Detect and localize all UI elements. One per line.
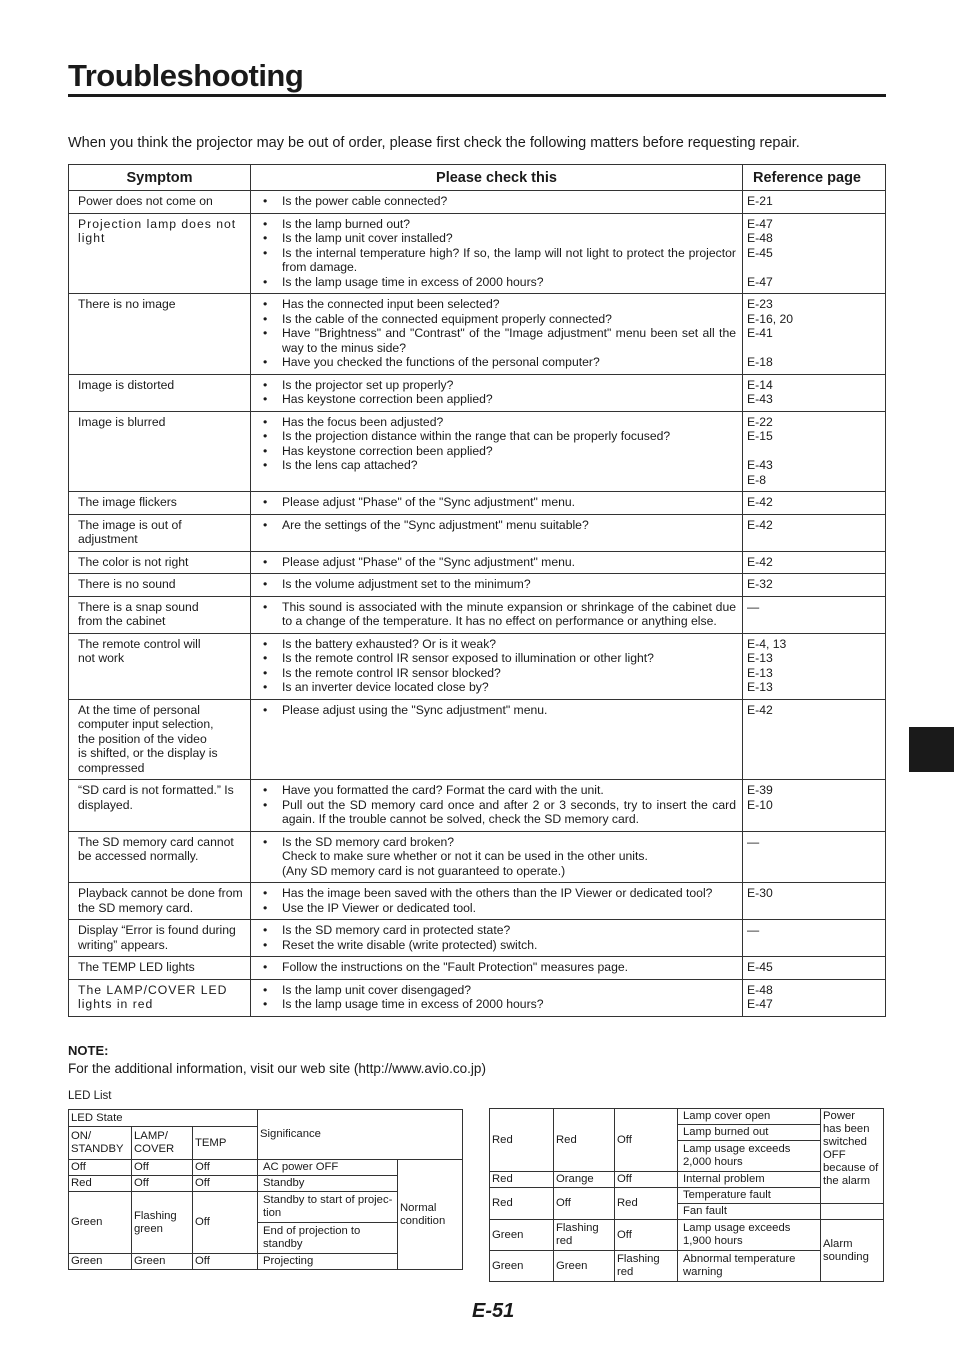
table-row	[69, 979, 886, 1016]
check-item: • Is the volume adjustment set to the minimum?	[260, 577, 736, 592]
empty-cell	[821, 1204, 884, 1220]
reference-page: E-45	[747, 960, 773, 974]
check-list	[260, 194, 736, 209]
reference-page: E-8	[747, 472, 766, 487]
symptom-cell	[69, 574, 251, 597]
led-cell: Off	[615, 1109, 678, 1172]
reference-cell	[743, 831, 886, 883]
led-significance: End of projection to standby	[258, 1223, 398, 1254]
led-cell: Off	[193, 1160, 258, 1176]
reference-cell	[743, 920, 886, 957]
check-list	[260, 637, 736, 695]
symptom-line: Projection lamp does not light	[78, 216, 237, 245]
check-cell	[251, 633, 743, 699]
check-item: • Have you checked the functions of the personal computer?	[260, 355, 736, 370]
check-cell	[251, 294, 743, 375]
check-item: • Have you formatted the card? Format the card with the unit.	[260, 783, 736, 798]
reference-cell	[743, 699, 886, 780]
check-list	[260, 703, 736, 718]
reference-page: E-22	[747, 414, 773, 429]
reference-cell	[743, 780, 886, 832]
check-cell	[251, 411, 743, 492]
table-row	[69, 213, 886, 294]
check-item: • Is the lamp unit cover installed?	[260, 231, 736, 246]
check-item: • Is the SD memory card in protected state?	[260, 923, 736, 938]
table-row	[69, 883, 886, 920]
reference-page: E-41	[747, 326, 773, 340]
page-number: E-51	[472, 1300, 515, 1322]
symptom-line: There is no image	[78, 297, 176, 311]
led-table-right	[489, 1108, 884, 1282]
check-cell	[251, 780, 743, 832]
symptom-cell	[69, 551, 251, 574]
table-row	[69, 492, 886, 515]
reference-page: E-42	[747, 495, 773, 509]
led-cell: Flashing red	[615, 1251, 678, 1282]
led-cell: Red	[490, 1172, 554, 1188]
symptom-line: There is a snap sound	[78, 599, 199, 614]
reference-page: E-21	[747, 194, 773, 208]
intro-text: When you think the projector may be out of order, please first check the following matters before requesting repair.	[68, 135, 800, 151]
led-cell: Green	[132, 1254, 193, 1270]
led-cell: Red	[69, 1176, 132, 1192]
reference-page	[747, 444, 879, 459]
check-item: • Is the remote control IR sensor exposed to illumination or other light?	[260, 651, 736, 666]
check-item: • Has the connected input been selected?	[260, 297, 736, 312]
check-cell	[251, 191, 743, 214]
led-significance: Internal problem	[678, 1172, 821, 1188]
table-row	[69, 374, 886, 411]
symptom-line: Power does not come on	[78, 194, 213, 208]
table-row	[69, 411, 886, 492]
reference-page: E-47	[747, 997, 773, 1011]
symptom-line: “SD card is not formatted.” Is displayed.	[78, 783, 234, 812]
check-cell	[251, 213, 743, 294]
check-item: • Is the internal temperature high? If so, the lamp will not light to protect the projector from damage.	[260, 246, 736, 275]
symptom-line: Display “Error is found during writing” appears.	[78, 923, 236, 952]
check-cell	[251, 551, 743, 574]
reference-cell	[743, 957, 886, 980]
check-cell	[251, 957, 743, 980]
reference-page: E-14	[747, 377, 773, 392]
symptom-line: the position of the video	[78, 731, 207, 746]
check-item: • Is the SD memory card broken? Check to make sure whether or not it can be used in the other units. (Any SD memory card is not guaranteed to operate.)	[260, 835, 736, 879]
check-item: • Has the focus been adjusted?	[260, 415, 736, 430]
symptom-cell	[69, 883, 251, 920]
symptom-line: The remote control will	[78, 636, 201, 651]
check-item: • Is the battery exhausted? Or is it weak?	[260, 637, 736, 652]
symptom-line: The color is not right	[78, 554, 189, 569]
symptom-line: The image is out of adjustment	[78, 517, 182, 546]
reference-page: E-39	[747, 783, 773, 797]
check-list	[260, 960, 736, 975]
symptom-cell	[69, 191, 251, 214]
table-row	[69, 831, 886, 883]
side-tab-marker	[909, 727, 954, 772]
symptom-line: from the cabinet	[78, 614, 166, 628]
table-row	[69, 551, 886, 574]
reference-cell	[743, 883, 886, 920]
symptom-cell	[69, 596, 251, 633]
table-row	[69, 596, 886, 633]
check-cell	[251, 979, 743, 1016]
symptom-cell	[69, 492, 251, 515]
symptom-line: The LAMP/COVER LED lights in red	[78, 982, 228, 1011]
symptom-cell	[69, 633, 251, 699]
table-header-row	[69, 165, 886, 191]
check-item: • This sound is associated with the minute expansion or shrinkage of the cabinet due to a change of the temperature. It has no effect on performance or anything else.	[260, 600, 736, 629]
check-item: • Pull out the SD memory card once and after 2 or 3 seconds, try to insert the card again. If the trouble cannot be solved, check the SD memory card.	[260, 798, 736, 827]
symptom-cell	[69, 831, 251, 883]
check-list	[260, 297, 736, 370]
led-cell: Green	[490, 1220, 554, 1251]
led-cell: Off	[132, 1160, 193, 1176]
symptom-cell	[69, 294, 251, 375]
symptom-cell	[69, 780, 251, 832]
symptom-line: not work	[78, 651, 125, 665]
led-cell: Orange	[554, 1172, 615, 1188]
table-row	[69, 574, 886, 597]
check-item: • Are the settings of the "Sync adjustment" menu suitable?	[260, 518, 736, 533]
led-significance: Standby	[258, 1176, 398, 1192]
check-list	[260, 600, 736, 629]
reference-page: E-18	[747, 355, 773, 369]
check-item: • Is the projection distance within the range that can be properly focused?	[260, 429, 736, 444]
table-row	[69, 957, 886, 980]
reference-page: E-48	[747, 231, 773, 245]
reference-page	[747, 341, 879, 356]
page-title: Troubleshooting	[68, 58, 304, 93]
reference-cell	[743, 633, 886, 699]
symptom-line: is shifted, or the display is	[78, 746, 218, 760]
check-item: • Is the lens cap attached?	[260, 458, 736, 473]
led-cell: Off	[615, 1220, 678, 1251]
symptom-cell	[69, 213, 251, 294]
led-cell: Off	[615, 1172, 678, 1188]
led-significance: Lamp usage exceeds 2,000 hours	[678, 1141, 821, 1172]
reference-cell	[743, 574, 886, 597]
check-item: • Reset the write disable (write protected) switch.	[260, 938, 736, 953]
col-lamp-cover: LAMP/ COVER	[132, 1127, 193, 1160]
note-heading: NOTE:	[68, 1043, 109, 1058]
table-row	[69, 920, 886, 957]
check-cell	[251, 574, 743, 597]
symptom-line: Image is blurred	[78, 414, 166, 429]
reference-page: —	[747, 923, 760, 937]
symptom-line: At the time of personal	[78, 702, 200, 717]
led-cell: Green	[490, 1251, 554, 1282]
alarm-sounding: Alarm sounding	[821, 1220, 884, 1282]
check-item: • Is the lamp burned out?	[260, 217, 736, 232]
reference-page: E-16, 20	[747, 311, 794, 326]
led-cell: Green	[69, 1192, 132, 1254]
reference-page: E-43	[747, 392, 773, 406]
header-symptom: Symptom	[69, 165, 251, 191]
check-list	[260, 555, 736, 570]
symptom-line: There is no sound	[78, 577, 176, 591]
led-cell: Flashing green	[132, 1192, 193, 1254]
check-item: • Is the remote control IR sensor blocked?	[260, 666, 736, 681]
symptom-line: compressed	[78, 760, 145, 775]
reference-page: E-32	[747, 577, 773, 591]
table-row	[69, 294, 886, 375]
reference-page: E-47	[747, 216, 773, 231]
led-significance: Lamp usage exceeds 1,900 hours	[678, 1220, 821, 1251]
led-significance: Lamp cover open	[678, 1109, 821, 1125]
check-item: • Please adjust "Phase" of the "Sync adjustment" menu.	[260, 495, 736, 510]
symptom-cell	[69, 699, 251, 780]
reference-cell	[743, 411, 886, 492]
check-item: • Use the IP Viewer or dedicated tool.	[260, 901, 736, 916]
reference-page: E-42	[747, 702, 773, 717]
led-cell: Off	[193, 1254, 258, 1270]
led-significance: AC power OFF	[258, 1160, 398, 1176]
table-row	[69, 780, 886, 832]
check-cell	[251, 374, 743, 411]
reference-page: E-42	[747, 554, 773, 569]
led-cell: Red	[490, 1188, 554, 1220]
led-cell: Red	[554, 1109, 615, 1172]
symptom-line: Playback cannot be done from the SD memory card.	[78, 886, 243, 915]
check-list	[260, 378, 736, 407]
led-cell: Red	[490, 1109, 554, 1172]
note-text: For the additional information, visit our web site (http://www.avio.co.jp)	[68, 1061, 486, 1076]
reference-page: E-4, 13	[747, 636, 787, 651]
reference-cell	[743, 979, 886, 1016]
table-row	[69, 699, 886, 780]
reference-page: E-43	[747, 458, 773, 472]
reference-page: E-13	[747, 651, 773, 665]
led-cell: Off	[193, 1192, 258, 1254]
led-list-title: LED List	[68, 1090, 112, 1102]
reference-cell	[743, 492, 886, 515]
reference-page: E-45	[747, 245, 773, 260]
check-item: • Is the power cable connected?	[260, 194, 736, 209]
check-item: • Is an inverter device located close by?	[260, 680, 736, 695]
symptom-cell	[69, 374, 251, 411]
reference-page: E-15	[747, 429, 773, 443]
check-item: • Is the lamp unit cover disengaged?	[260, 983, 736, 998]
power-switched-off: Power has been switched OFF because of the alarm	[821, 1109, 884, 1204]
reference-page: E-30	[747, 886, 773, 900]
symptom-line: computer input selection,	[78, 717, 214, 731]
led-significance: Temperature fault	[678, 1188, 821, 1204]
check-list	[260, 518, 736, 533]
check-list	[260, 495, 736, 510]
symptom-cell	[69, 979, 251, 1016]
table-row	[69, 633, 886, 699]
check-list	[260, 923, 736, 952]
check-list	[260, 415, 736, 473]
check-cell	[251, 831, 743, 883]
led-significance: Projecting	[258, 1254, 398, 1270]
check-item: • Please adjust "Phase" of the "Sync adjustment" menu.	[260, 555, 736, 570]
check-list	[260, 217, 736, 290]
reference-cell	[743, 514, 886, 551]
reference-page: E-10	[747, 797, 773, 812]
symptom-cell	[69, 411, 251, 492]
check-cell	[251, 596, 743, 633]
reference-page	[747, 260, 879, 275]
check-list	[260, 983, 736, 1012]
reference-cell	[743, 294, 886, 375]
check-item: • Is the lamp usage time in excess of 2000 hours?	[260, 275, 736, 290]
reference-page: E-23	[747, 297, 773, 311]
check-list	[260, 783, 736, 827]
symptom-line: Image is distorted	[78, 377, 175, 392]
table-row	[69, 191, 886, 214]
led-table-left	[68, 1109, 463, 1270]
led-significance: Abnormal temperature warning	[678, 1251, 821, 1282]
led-cell: Off	[193, 1176, 258, 1192]
reference-page: E-13	[747, 665, 773, 680]
reference-cell	[743, 596, 886, 633]
symptom-line: The SD memory card cannot be accessed normally.	[78, 834, 234, 863]
led-cell: Flashing red	[554, 1220, 615, 1251]
symptom-cell	[69, 514, 251, 551]
led-cell: Green	[554, 1251, 615, 1282]
check-cell	[251, 920, 743, 957]
symptom-cell	[69, 920, 251, 957]
led-cell: Off	[69, 1160, 132, 1176]
led-significance: Standby to start of projec- tion	[258, 1192, 398, 1223]
led-cell: Red	[615, 1188, 678, 1220]
reference-page: E-48	[747, 982, 773, 997]
check-item: • Has keystone correction been applied?	[260, 392, 736, 407]
troubleshooting-table	[68, 164, 886, 1017]
led-significance: Fan fault	[678, 1204, 821, 1220]
symptom-line: The TEMP LED lights	[78, 960, 195, 974]
reference-page: E-13	[747, 680, 773, 694]
check-cell	[251, 492, 743, 515]
symptom-line: The image flickers	[78, 495, 177, 509]
significance-header: Significance	[258, 1110, 463, 1160]
col-temp: TEMP	[193, 1127, 258, 1160]
title-rule	[68, 94, 886, 97]
check-item: • Has the image been saved with the others than the IP Viewer or dedicated tool?	[260, 886, 736, 901]
reference-cell	[743, 191, 886, 214]
check-item: • Have "Brightness" and "Contrast" of the "Image adjustment" menu been set all the way to the minus side?	[260, 326, 736, 355]
table-row	[69, 514, 886, 551]
reference-cell	[743, 551, 886, 574]
reference-page: —	[747, 599, 760, 614]
normal-condition: Normal condition	[398, 1160, 463, 1270]
check-item: • Please adjust using the "Sync adjustment" menu.	[260, 703, 736, 718]
led-cell: Off	[132, 1176, 193, 1192]
check-item: • Is the projector set up properly?	[260, 378, 736, 393]
check-cell	[251, 699, 743, 780]
check-item: • Is the lamp usage time in excess of 2000 hours?	[260, 997, 736, 1012]
check-item: • Follow the instructions on the "Fault Protection" measures page.	[260, 960, 736, 975]
reference-cell	[743, 213, 886, 294]
check-item: • Is the cable of the connected equipment properly connected?	[260, 312, 736, 327]
header-check: Please check this	[251, 165, 743, 191]
check-list	[260, 886, 736, 915]
check-list	[260, 835, 736, 879]
col-on-standby: ON/ STANDBY	[69, 1127, 132, 1160]
reference-cell	[743, 374, 886, 411]
led-cell: Off	[554, 1188, 615, 1220]
symptom-cell	[69, 957, 251, 980]
check-list	[260, 577, 736, 592]
check-item: • Has keystone correction been applied?	[260, 444, 736, 459]
led-significance: Lamp burned out	[678, 1125, 821, 1141]
check-cell	[251, 883, 743, 920]
check-cell	[251, 514, 743, 551]
reference-page: —	[747, 834, 760, 849]
header-reference: Reference page	[743, 165, 886, 191]
reference-page: E-47	[747, 274, 773, 289]
led-cell: Green	[69, 1254, 132, 1270]
led-state-header: LED State	[69, 1110, 258, 1127]
reference-page: E-42	[747, 517, 773, 532]
